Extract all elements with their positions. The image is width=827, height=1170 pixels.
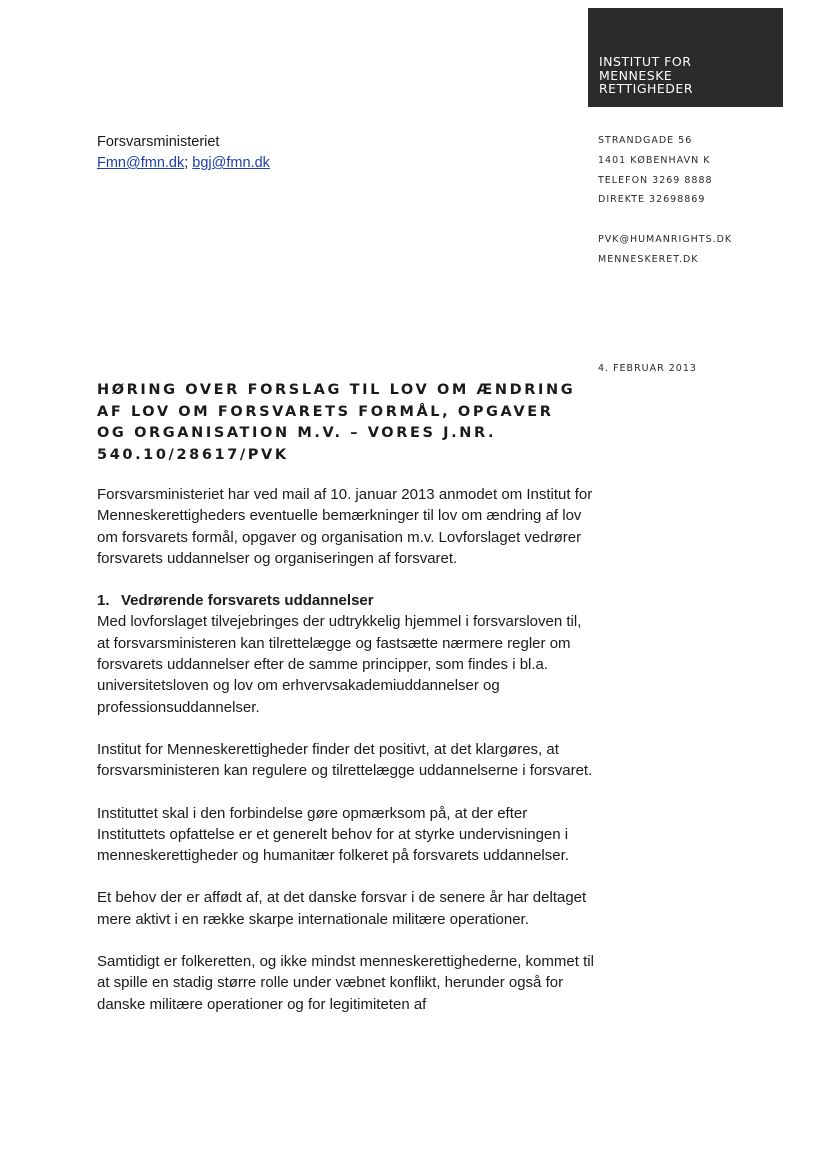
letter-title: HØRING OVER FORSLAG TIL LOV OM ÆNDRING AF LOV OM FORSVARETS FORMÅL, OPGAVER OG ORGANISATION M.V. – VORES J.NR. 540.10/28617/PVK xyxy=(97,382,576,463)
section-title: Vedrørende forsvarets uddannelser xyxy=(121,592,374,610)
sender-website: MENNESKERET.DK xyxy=(598,253,699,265)
recipient-emails xyxy=(97,153,270,174)
institute-logo xyxy=(588,8,783,107)
sender-phone: TELEFON 3269 8888 xyxy=(598,174,713,186)
letter-date-block xyxy=(598,359,697,379)
email-separator: ; xyxy=(184,155,189,171)
letter-date: 4. FEBRUAR 2013 xyxy=(598,363,697,374)
section-paragraph-3: Instituttet skal i den forbindelse gøre opmærksom på, at der efter Instituttets opfattelse er et generelt behov for at styrke undervisningen i menneskerettigheder og humanitær folkeret på forsvarets uddannelser. xyxy=(97,804,569,865)
section-paragraph-5: Samtidigt er folkeretten, og ikke mindst menneskerettighederne, kommet til at spille en stadig større rolle under væbnet konflikt, herunder også for danske militære operationer og for legitimiteten af xyxy=(97,953,594,1013)
sender-direct-phone: DIREKTE 32698869 xyxy=(598,194,706,206)
section-paragraph-1: Med lovforslaget tilvejebringes der udtrykkelig hjemmel i forsvarsloven til, at forsvarsministeren kan tilrettelægge og fastsætte nærmere regler om forsvarets uddannelser efter de samme principper, som findes i bl.a. universitetsloven og lov om erhvervsakademiuddannelser og professionsuddannelser. xyxy=(97,613,582,716)
section-heading xyxy=(97,590,597,611)
logo-line-2: MENNESKE xyxy=(599,67,673,83)
logo-line-3: RETTIGHEDER xyxy=(599,81,694,96)
recipient-name: Forsvarsministeriet xyxy=(97,134,220,150)
recipient-email-link-1[interactable]: Fmn@fmn.dk xyxy=(97,155,185,171)
intro-paragraph: Forsvarsministeriet har ved mail af 10. januar 2013 anmodet om Institut for Menneskerettigheders eventuelle bemærkninger til lov om ændring af lov om forsvarets formål, opgaver og organisation m.v. Lovforslaget vedrører forsvarets uddannelser og organiseringen af forsvaret. xyxy=(97,486,593,567)
recipient-block xyxy=(97,132,270,174)
sender-street: STRANDGADE 56 xyxy=(598,135,693,146)
section-number: 1. xyxy=(97,592,110,610)
sender-city: 1401 KØBENHAVN K xyxy=(598,154,711,166)
section-paragraph-4: Et behov der er affødt af, at det danske forsvar i de senere år har deltaget mere aktivt i en række skarpe internationale militære operationer. xyxy=(97,889,587,928)
letter-body xyxy=(97,484,597,1036)
sender-address-block xyxy=(598,131,732,270)
logo-line-1: INSTITUT FOR xyxy=(599,54,692,69)
section-paragraph-2: Institut for Menneskerettigheder finder det positivt, at det klargøres, at forsvarsministeren kan regulere og tilrettelægge uddannelserne i forsvaret. xyxy=(97,740,593,780)
sender-email: PVK@HUMANRIGHTS.DK xyxy=(598,234,733,246)
recipient-email-link-2[interactable]: bgj@fmn.dk xyxy=(192,155,270,171)
